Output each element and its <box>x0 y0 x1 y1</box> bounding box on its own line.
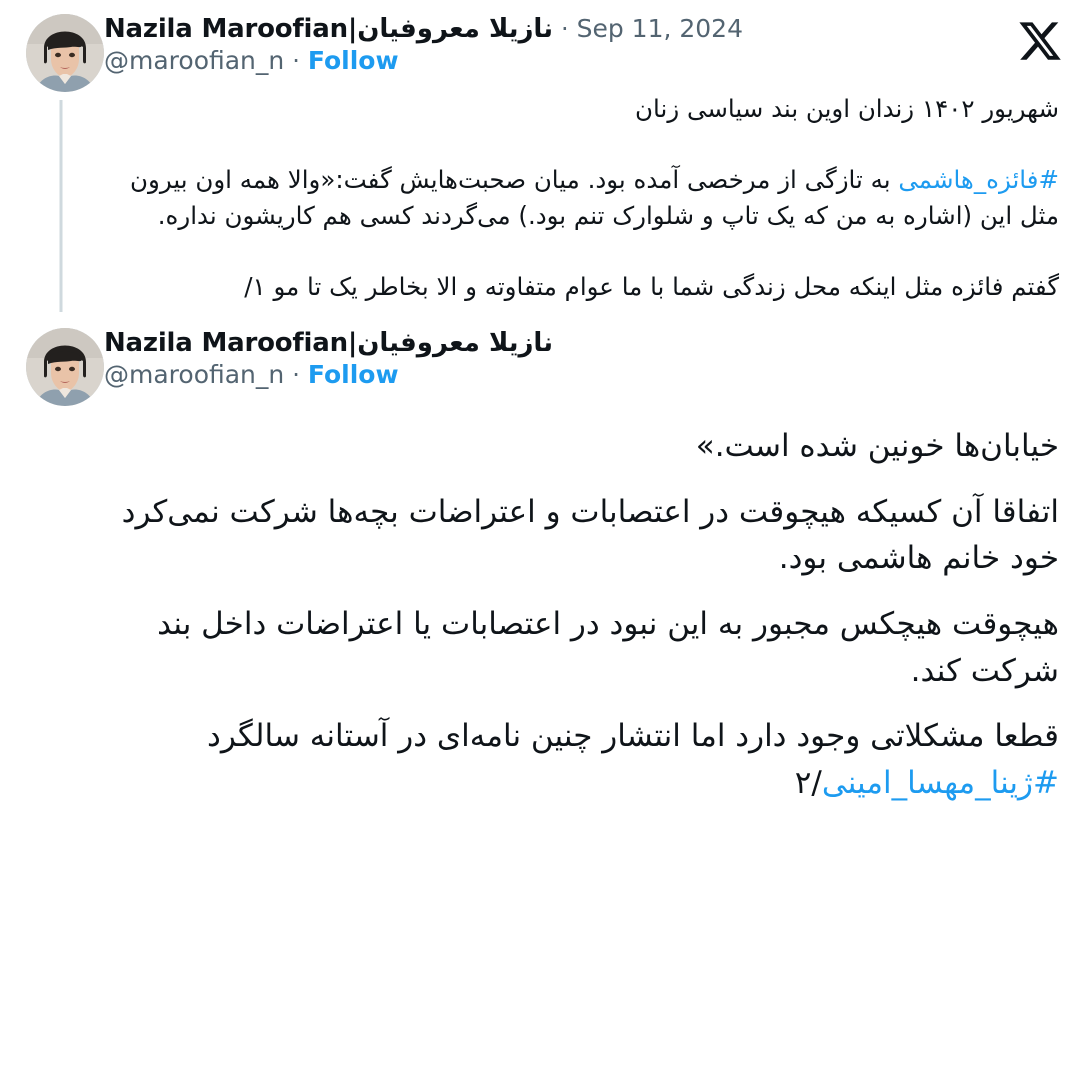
tweet-2-line-2: اتفاقا آن کسیکه هیچوقت در اعتصابات و اعتراضات بچه‌ها شرکت نمی‌کرد خود خانم هاشمی بود. <box>121 493 1059 577</box>
tweet-2-body <box>104 328 1063 806</box>
tweet-1-timestamp[interactable]: Sep 11, 2024 <box>576 14 743 43</box>
tweet-1-author-row <box>104 14 1059 44</box>
tweet-1-handle-row <box>104 46 1059 75</box>
tweet-1-spacer-2 <box>104 233 1059 269</box>
tweet-2-left-column <box>18 328 104 806</box>
tweet-2-text <box>104 423 1059 806</box>
tweet-1-line-1: شهریور ۱۴۰۲ زندان اوین بند سیاسی زنان <box>635 94 1059 123</box>
tweet-2-author-row <box>104 328 1059 358</box>
tweet-1-line-2 <box>104 162 1059 233</box>
tweet-1-handle[interactable]: @maroofian_n <box>104 46 285 75</box>
tweet-2-handle[interactable]: @maroofian_n <box>104 360 285 390</box>
tweet-2-follow-button[interactable]: Follow <box>307 360 399 390</box>
tweet-2-spacer-3 <box>104 694 1059 713</box>
tweet-1-display-name[interactable]: Nazila Maroofian|نازیلا معروفیان <box>104 14 553 44</box>
tweet-1-left-column <box>18 14 104 304</box>
tweet-2-spacer-1 <box>104 470 1059 489</box>
tweet-2-line-4 <box>104 713 1059 806</box>
tweet-1-handle-separator: · <box>292 47 300 75</box>
tweet-2-line-4-before: قطعا مشکلاتی وجود دارد اما انتشار چنین نامه‌ای در آستانه سالگرد <box>207 718 1059 755</box>
hashtag-faezeh-hashemi[interactable]: #فائزه_هاشمی <box>898 165 1059 195</box>
tweet-2-display-name[interactable]: Nazila Maroofian|نازیلا معروفیان <box>104 328 553 359</box>
tweet-2 <box>18 328 1063 806</box>
tweet-1-separator: · <box>560 15 569 43</box>
avatar[interactable] <box>26 328 104 406</box>
tweet-2-handle-separator: · <box>292 361 300 390</box>
tweet-1-line-2-text: به تازگی از مرخصی آمده بود. میان صحبت‌هایش گفت:«والا همه اون بیرون مثل این (اشاره به من که یک تاپ و شلوارک تنم بود.) می‌گردند کسی هم کاریشون نداره. <box>130 165 1059 230</box>
tweet-2-spacer-2 <box>104 582 1059 601</box>
tweet-2-line-3: هیچوقت هیچکس مجبور به این نبود در اعتصابات یا اعتراضات داخل بند شرکت کند. <box>157 606 1059 689</box>
tweet-1-body <box>104 14 1063 304</box>
avatar[interactable] <box>26 14 104 92</box>
tweet-2-handle-row <box>104 360 1059 389</box>
tweet-1-line-3: گفتم فائزه مثل اینکه محل زندگی شما با ما عوام متفاوته و الا بخاطر یک تا مو ۱/ <box>244 271 1059 301</box>
hashtag-zhina-mahsa-amini[interactable]: #ژینا_مهسا_امینی <box>821 764 1059 801</box>
tweet-1-text <box>104 91 1059 304</box>
tweet-1-spacer-1 <box>104 127 1059 163</box>
tweet-1 <box>18 14 1063 304</box>
tweet-2-line-1: خیابان‌ها خونین شده است.» <box>695 428 1059 465</box>
tweet-2-line-4-after: /۲ <box>794 764 822 801</box>
thread-connector-line <box>60 100 63 312</box>
tweet-1-follow-button[interactable]: Follow <box>307 46 399 75</box>
